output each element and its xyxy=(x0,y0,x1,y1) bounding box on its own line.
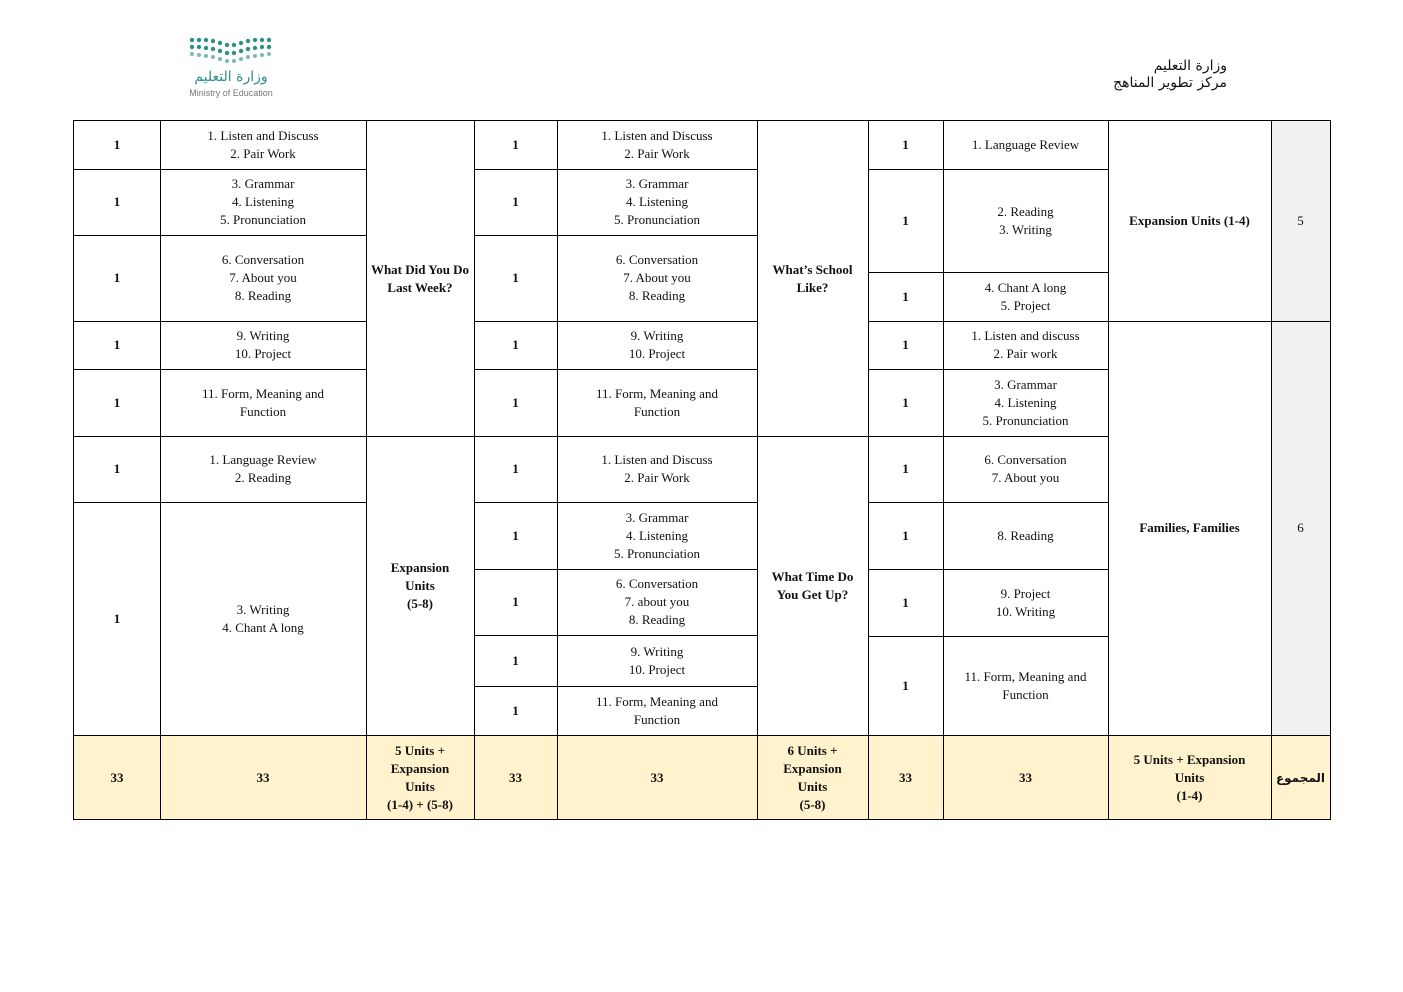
total-lessons-cell: 33 xyxy=(943,735,1108,820)
total-units-cell: 5 Units + Expansion Units (1-4) + (5-8) xyxy=(366,735,474,820)
periods-cell: 1 xyxy=(902,594,909,610)
logo-arabic-text: وزارة التعليم xyxy=(194,69,268,85)
periods-cell: 1 xyxy=(113,461,121,476)
periods-cell: 1 xyxy=(902,288,909,304)
periods-cell: 1 xyxy=(512,194,519,209)
periods-cell: 1 xyxy=(902,677,909,693)
unit-title-cell: What Time Do You Get Up? xyxy=(771,568,854,602)
ministry-logo xyxy=(186,34,278,100)
total-units-cell: 6 Units + Expansion Units (5-8) xyxy=(757,735,868,820)
unit-title-cell: Families, Families xyxy=(1139,520,1240,535)
lessons-cell: 1. Language Review xyxy=(971,137,1080,152)
periods-cell: 1 xyxy=(113,270,121,285)
lessons-cell: 11. Form, Meaning and Function xyxy=(202,385,324,419)
periods-cell: 1 xyxy=(902,527,909,543)
periods-cell: 1 xyxy=(113,610,121,626)
ministry-name: وزارة التعليم xyxy=(1153,58,1227,74)
lessons-cell: 6. Conversation 7. About you xyxy=(984,452,1067,485)
periods-cell: 1 xyxy=(902,212,909,228)
periods-cell: 1 xyxy=(902,137,909,152)
periods-cell: 1 xyxy=(512,461,519,476)
lessons-cell: 9. Writing 10. Project xyxy=(628,643,686,677)
periods-cell: 1 xyxy=(113,194,121,209)
lessons-cell: 11. Form, Meaning and Function xyxy=(596,693,718,727)
lessons-cell: 6. Conversation 7. About you 8. Reading xyxy=(221,252,305,303)
lessons-cell: 1. Listen and Discuss 2. Pair Work xyxy=(207,128,319,161)
lessons-cell: 9. Project 10. Writing xyxy=(995,585,1056,619)
lessons-cell: 6. Conversation 7. about you 8. Reading xyxy=(615,576,699,627)
periods-cell: 1 xyxy=(512,527,519,543)
total-periods-cell: 33 xyxy=(474,735,557,820)
periods-cell: 1 xyxy=(113,394,121,410)
total-periods-cell: 33 xyxy=(868,735,943,820)
unit-title-cell: Expansion Units (1-4) xyxy=(1129,213,1250,228)
lessons-cell: 11. Form, Meaning and Function xyxy=(964,668,1087,702)
periods-cell: 1 xyxy=(902,337,909,352)
periods-cell: 1 xyxy=(512,337,519,352)
total-label-cell: المجموع xyxy=(1271,735,1330,820)
unit-title-cell: What Did You Do Last Week? xyxy=(370,261,470,295)
lessons-cell: 11. Form, Meaning and Function xyxy=(596,385,718,419)
lessons-cell: 3. Grammar 4. Listening 5. Pronunciation xyxy=(220,176,306,227)
logo-english-text: Ministry of Education xyxy=(189,88,273,98)
center-name: مركز تطوير المناهج xyxy=(1113,75,1227,91)
periods-cell: 1 xyxy=(512,394,519,410)
page-header xyxy=(1113,58,1227,92)
lessons-cell: 4. Chant A long 5. Project xyxy=(984,279,1067,313)
periods-cell: 1 xyxy=(512,702,519,718)
lessons-cell: 9. Writing 10. Project xyxy=(628,328,686,361)
lessons-cell: 3. Grammar 4. Listening 5. Pronunciation xyxy=(614,509,700,561)
lessons-cell: 9. Writing 10. Project xyxy=(234,328,292,361)
periods-cell: 1 xyxy=(113,137,121,152)
lessons-cell: 1. Language Review 2. Reading xyxy=(209,452,317,485)
lessons-cell: 3. Grammar 4. Listening 5. Pronunciation xyxy=(614,176,700,227)
week-number-cell: 5 xyxy=(1271,121,1330,321)
periods-cell: 1 xyxy=(512,652,519,668)
periods-cell: 1 xyxy=(512,137,519,152)
logo-dots-icon xyxy=(186,34,276,68)
total-periods-cell: 33 xyxy=(74,735,160,820)
periods-cell: 1 xyxy=(902,461,909,476)
total-units-cell: 5 Units + Expansion Units (1-4) xyxy=(1108,735,1271,820)
periods-cell: 1 xyxy=(512,270,519,285)
total-lessons-cell: 33 xyxy=(557,735,757,820)
lessons-cell: 3. Grammar 4. Listening 5. Pronunciation xyxy=(982,376,1069,428)
lessons-cell: 1. Listen and Discuss 2. Pair Work xyxy=(601,452,713,485)
week-number-cell: 6 xyxy=(1271,321,1330,735)
unit-title-cell: Expansion Units (5-8) xyxy=(390,559,450,611)
periods-cell: 1 xyxy=(902,394,909,410)
periods-cell: 1 xyxy=(113,337,121,352)
lessons-cell: 1. Listen and discuss 2. Pair work xyxy=(971,328,1080,361)
lessons-cell: 8. Reading xyxy=(997,527,1054,543)
lessons-cell: 3. Writing 4. Chant A long xyxy=(222,601,304,635)
periods-cell: 1 xyxy=(512,594,519,609)
unit-title-cell: What’s School Like? xyxy=(772,261,853,295)
total-lessons-cell: 33 xyxy=(160,735,366,820)
lessons-cell: 6. Conversation 7. About you 8. Reading xyxy=(615,252,699,303)
lessons-cell: 2. Reading 3. Writing xyxy=(997,203,1054,237)
lessons-cell: 1. Listen and Discuss 2. Pair Work xyxy=(601,128,713,161)
